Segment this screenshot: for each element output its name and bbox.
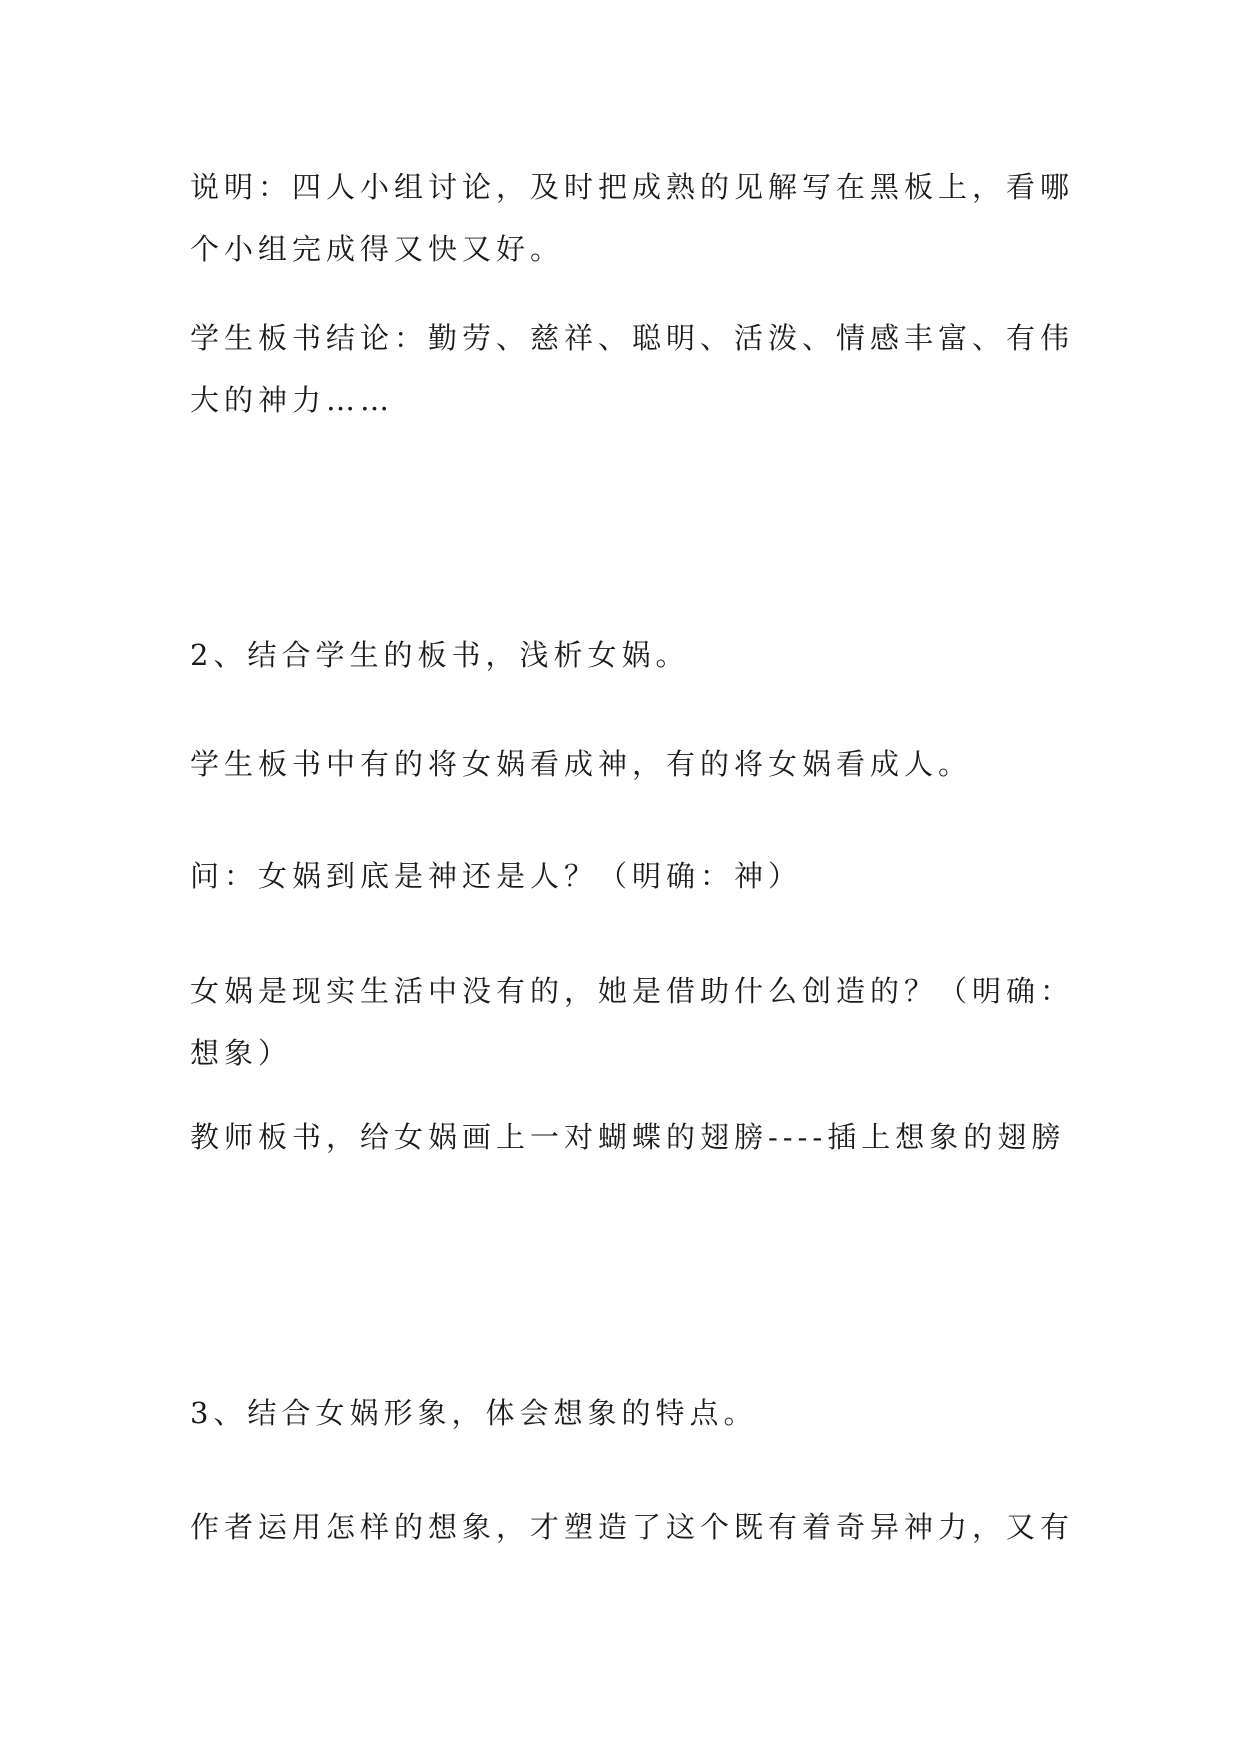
text-line: 女娲是现实生活中没有的，她是借助什么创造的？（明确：: [190, 974, 1075, 1008]
paragraph-student-conclusion: [190, 307, 1075, 431]
text-line: 2、结合学生的板书，浅析女娲。: [190, 638, 690, 672]
paragraph-author-imagination: [190, 1496, 1075, 1558]
text-line: 3、结合女娲形象，体会想象的特点。: [190, 1396, 758, 1430]
text-line: 说明：四人小组讨论，及时把成熟的见解写在黑板上，看哪: [190, 170, 1075, 204]
text-line: 个小组完成得又快又好。: [190, 232, 565, 266]
paragraph-instruction: [190, 156, 1075, 280]
paragraph-imagination: [190, 960, 1075, 1084]
paragraph-student-views: [190, 733, 1070, 795]
text-line: 学生板书结论：勤劳、慈祥、聪明、活泼、情感丰富、有伟: [190, 321, 1075, 355]
text-line: 作者运用怎样的想象，才塑造了这个既有着奇异神力，又有: [190, 1510, 1075, 1544]
paragraph-question: [190, 845, 1070, 907]
text-line: 教师板书，给女娲画上一对蝴蝶的翅膀----插上想象的翅膀: [190, 1120, 1066, 1154]
text-line: 想象）: [190, 1036, 293, 1070]
paragraph-teacher-board: [190, 1106, 1070, 1168]
section-heading-2: [190, 624, 1070, 686]
text-line: 学生板书中有的将女娲看成神，有的将女娲看成人。: [190, 747, 973, 781]
section-heading-3: [190, 1382, 1070, 1444]
text-line: 问：女娲到底是神还是人？（明确：神）: [190, 859, 803, 893]
text-line: 大的神力……: [190, 383, 395, 417]
